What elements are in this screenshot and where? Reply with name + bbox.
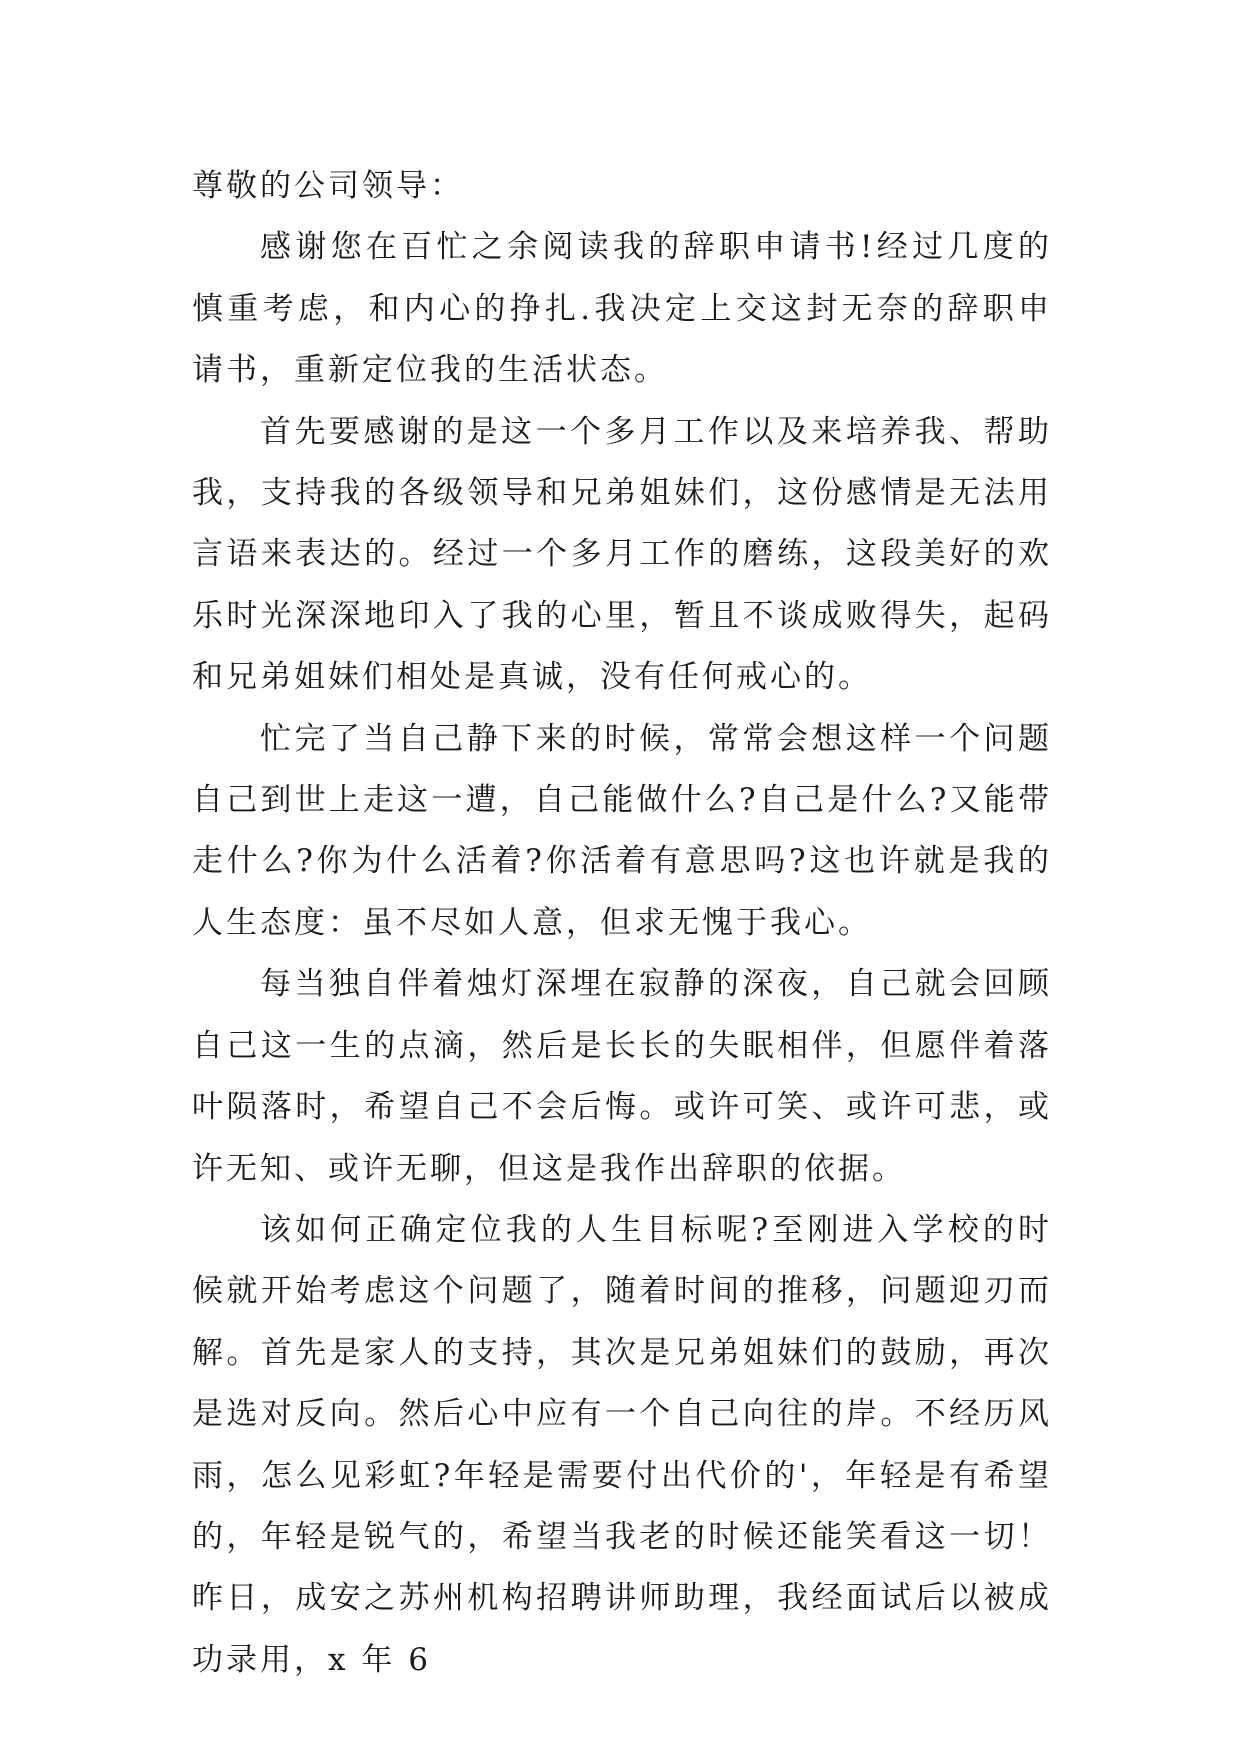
- letter-greeting: 尊敬的公司领导：: [192, 168, 464, 204]
- paragraph-reflection: 忙完了当自己静下来的时候，常常会想这样一个问题自己到世上走这一遭，自己能做什么?自己是什么?又能带走什么?你为什么活着?你活着有意思吗?这也许就是我的人生态度：虽不尽如人意，但求无愧于我心。: [192, 720, 1052, 941]
- paragraph-thanks: 感谢您在百忙之余阅读我的辞职申请书!经过几度的慎重考虑，和内心的挣扎.我决定上交这封无奈的辞职申请书，重新定位我的生活状态。: [192, 229, 1052, 389]
- letter-body: [192, 156, 1052, 1691]
- paragraph-gratitude: 首先要感谢的是这一个多月工作以及来培养我、帮助我，支持我的各级领导和兄弟姐妹们，这份感情是无法用言语来表达的。经过一个多月工作的磨练，这段美好的欢乐时光深深地印入了我的心里，暂且不谈成败得失，起码和兄弟姐妹们相处是真诚，没有任何戒心的。: [192, 413, 1052, 696]
- paragraph-night: 每当独自伴着烛灯深埋在寂静的深夜，自己就会回顾自己这一生的点滴，然后是长长的失眠相伴，但愿伴着落叶陨落时，希望自己不会后悔。或许可笑、或许可悲，或许无知、或许无聊，但这是我作出辞职的依据。: [192, 966, 1052, 1187]
- paragraph-goals: 该如何正确定位我的人生目标呢?至刚进入学校的时候就开始考虑这个问题了，随着时间的推移，问题迎刃而解。首先是家人的支持，其次是兄弟姐妹们的鼓励，再次是选对反向。然后心中应有一个自己向往的岸。不经历风雨，怎么见彩虹?年轻是需要付出代价的'，年轻是有希望的，年轻是锐气的，希望当我老的时候还能笑看这一切！昨日，成安之苏州机构招聘讲师助理，我经面试后以被成功录用，x 年 6: [192, 1211, 1052, 1678]
